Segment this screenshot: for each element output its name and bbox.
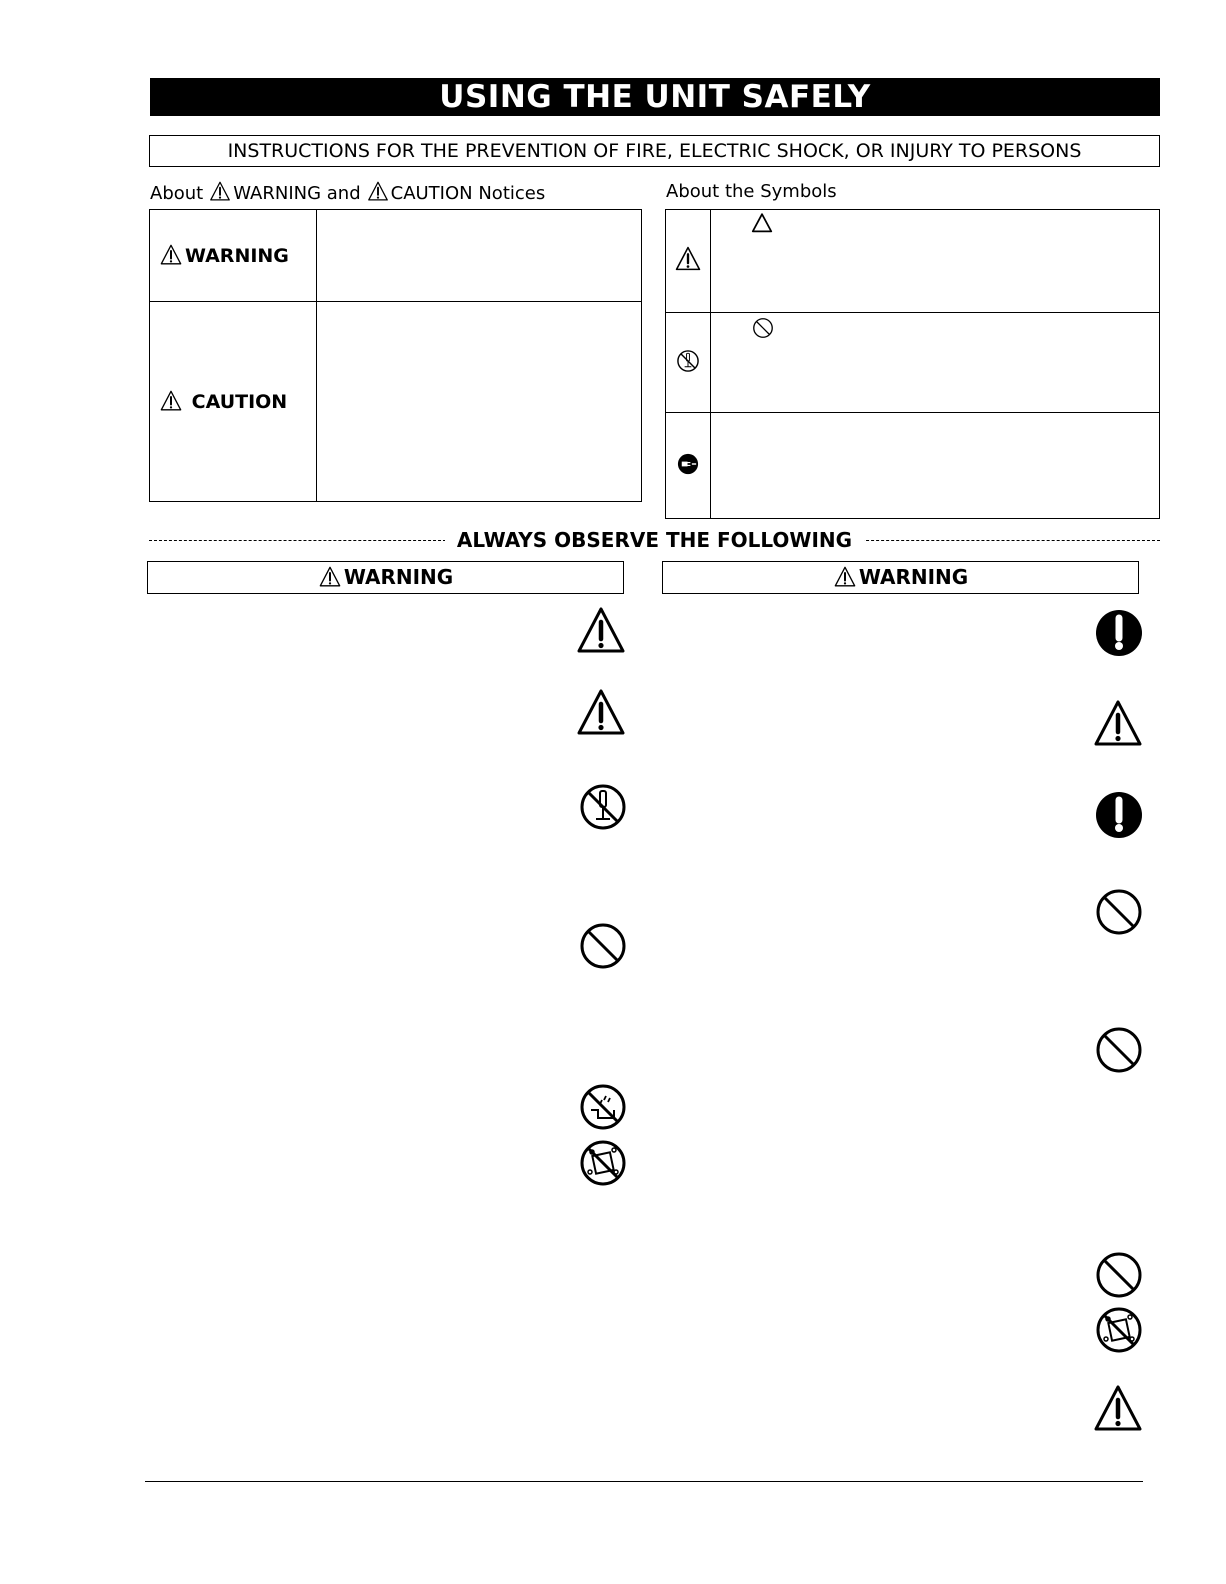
warning-notice-text-cell (317, 210, 642, 302)
unplug-icon (676, 452, 700, 476)
symbol-desc-cell (711, 413, 1160, 519)
notices-table (149, 209, 642, 502)
prohibited-icon (1094, 1250, 1144, 1300)
notices-heading-prefix: About (150, 183, 204, 204)
caution-notice-label: CAUTION (159, 391, 287, 413)
warning-triangle-icon (318, 566, 342, 588)
caution-triangle-icon (367, 181, 389, 202)
caution-triangle-icon (576, 688, 626, 738)
caution-triangle-icon (1093, 1384, 1143, 1434)
symbol-desc-cell (711, 210, 1160, 313)
warning-notice-label: WARNING (159, 245, 289, 267)
no-disassembly-icon (676, 349, 700, 373)
caution-notice-label-cell (150, 302, 317, 502)
warning-triangle-icon (159, 244, 183, 266)
symbol-cell (666, 413, 711, 519)
page-subtitle: INSTRUCTIONS FOR THE PREVENTION OF FIRE, ELECTRIC SHOCK, OR INJURY TO PERSONS (149, 135, 1160, 167)
warning-triangle-icon (209, 181, 231, 202)
left-warning-header: WARNING (147, 561, 624, 594)
symbol-cell (666, 313, 711, 413)
caution-triangle-icon (675, 246, 701, 272)
notices-heading (150, 181, 545, 205)
warning-triangle-icon (833, 566, 857, 588)
notices-heading-warning: WARNING and (233, 183, 361, 204)
no-disassembly-icon (578, 782, 628, 832)
prohibited-icon (578, 921, 628, 971)
right-warning-header: WARNING (662, 561, 1139, 594)
prohibited-icon (1094, 1025, 1144, 1075)
mandatory-exclamation-icon (1094, 608, 1144, 658)
footer-rule (145, 1481, 1143, 1482)
symbols-heading: About the Symbols (666, 181, 837, 202)
caution-triangle-icon (159, 390, 183, 412)
no-water-icon (1094, 1305, 1144, 1355)
caution-notice-text-cell (317, 302, 642, 502)
page-title: USING THE UNIT SAFELY (150, 78, 1160, 116)
caution-triangle-icon (576, 606, 626, 656)
prohibited-icon (752, 317, 774, 339)
mandatory-exclamation-icon (1094, 790, 1144, 840)
notices-heading-caution: CAUTION Notices (390, 183, 546, 204)
always-observe-divider (149, 528, 1160, 552)
no-wet-hands-icon (578, 1082, 628, 1132)
no-water-icon (578, 1138, 628, 1188)
prohibited-icon (1094, 887, 1144, 937)
warning-notice-label-cell (150, 210, 317, 302)
symbol-cell (666, 210, 711, 313)
caution-triangle-icon (1093, 699, 1143, 749)
always-observe-heading: ALWAYS OBSERVE THE FOLLOWING (149, 528, 1160, 552)
symbols-table (665, 209, 1160, 519)
triangle-outline-icon (751, 212, 773, 234)
symbol-desc-cell (711, 313, 1160, 413)
